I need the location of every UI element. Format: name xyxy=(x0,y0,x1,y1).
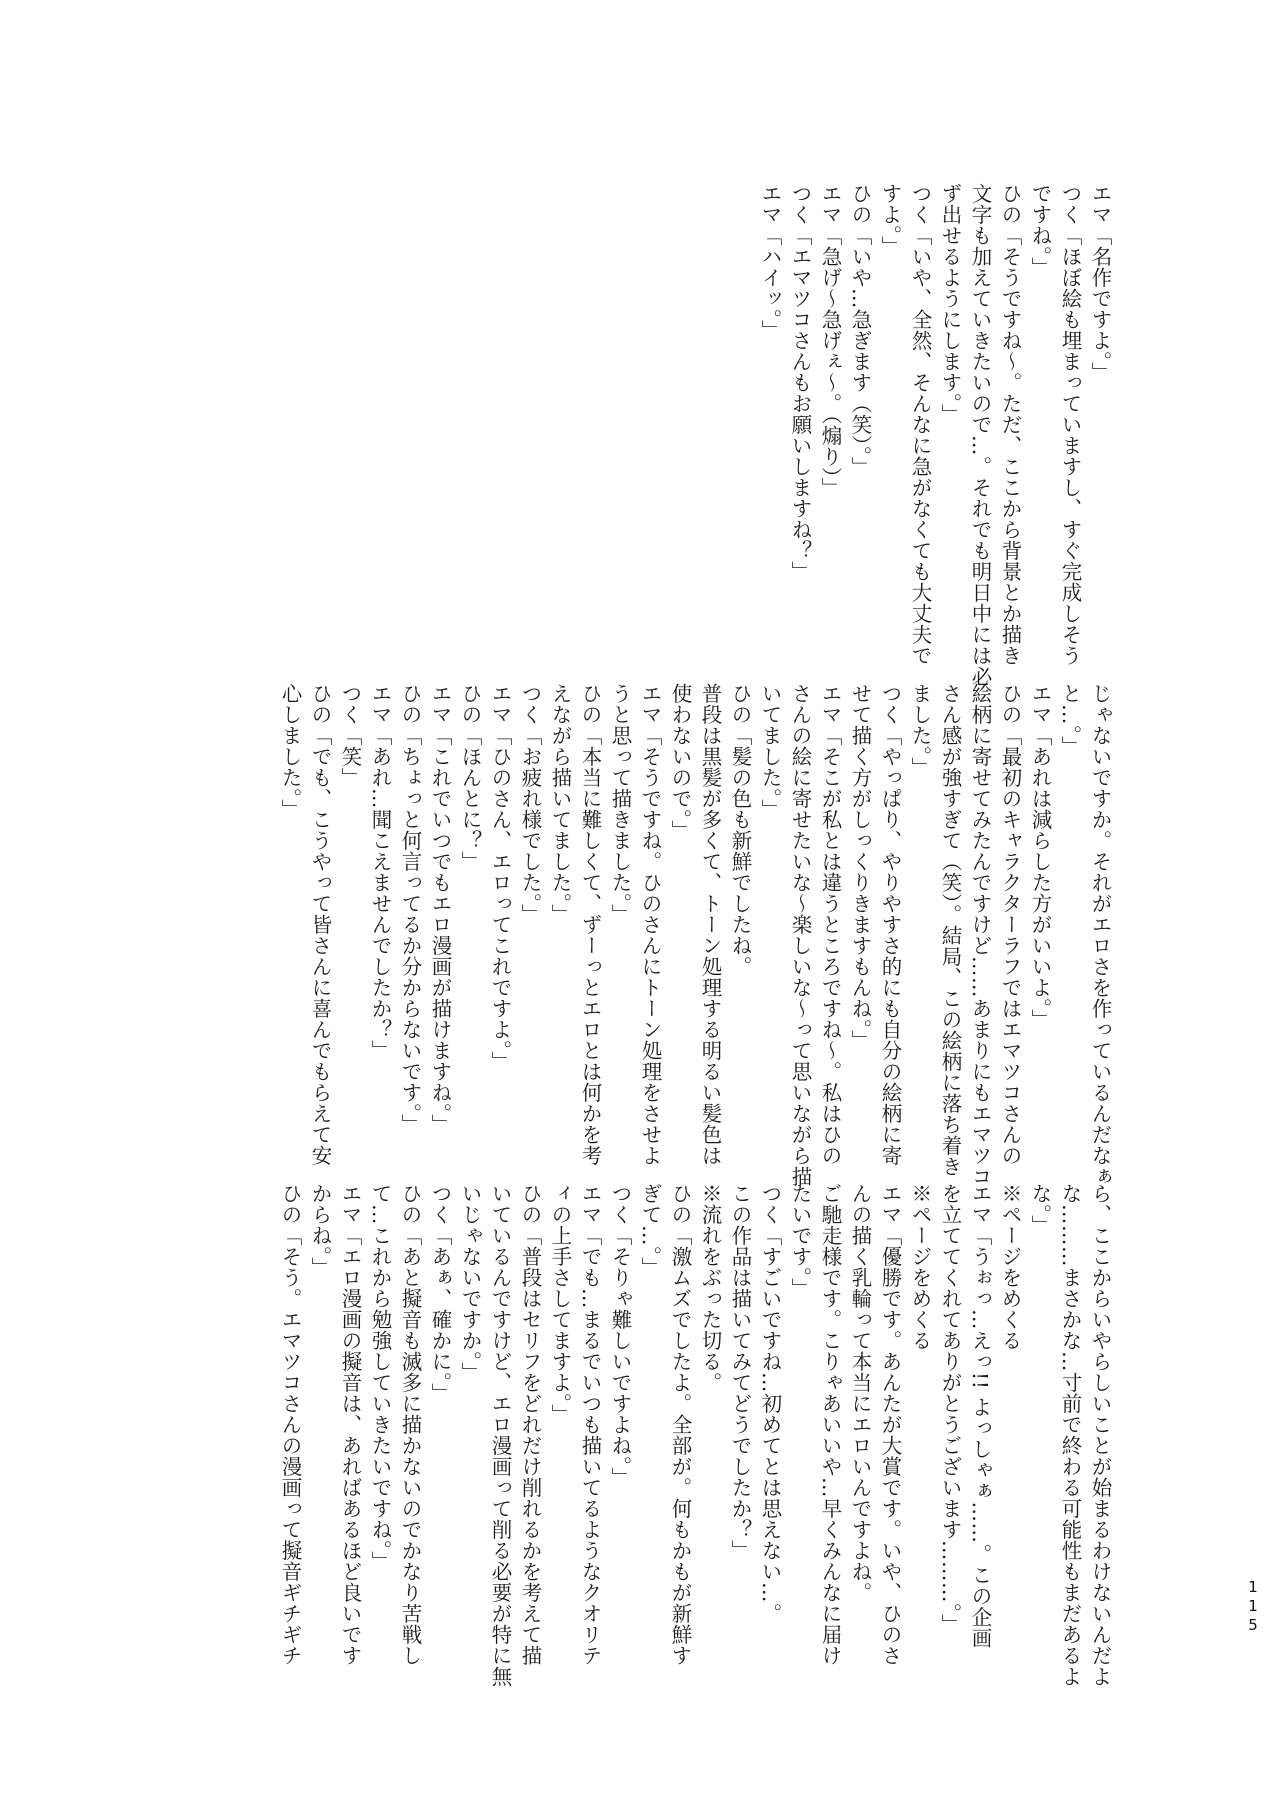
dialogue-line: エマ「でも…まるでいつも描いてるようなクオリテ xyxy=(578,1183,602,1666)
dialogue-line: エマ「ハイッ。」 xyxy=(758,183,782,341)
dialogue-line: からね。」 xyxy=(308,1183,332,1278)
dialogue-line: ひの「最初のキャラクターラフではエマツコさんの xyxy=(998,683,1022,1166)
dialogue-tier-top xyxy=(755,183,1115,687)
dialogue-line: ひの「そう。エマツコさんの漫画って擬音ギチギチ xyxy=(278,1183,302,1666)
page-number: 115 xyxy=(1244,1578,1262,1635)
dialogue-line: うと思って描きました。」 xyxy=(608,683,632,925)
dialogue-line: つく「そりゃ難しいですよね。」 xyxy=(608,1183,632,1488)
dialogue-line: エマ「これでいつでもエロ漫画が描けますね。」 xyxy=(428,683,452,1135)
dialogue-line: ィの上手さしてますよ。」 xyxy=(548,1183,572,1425)
dialogue-line: エマ「そうですね。ひのさんにトーン処理をさせよ xyxy=(638,683,662,1166)
dialogue-line: 使わないので。」 xyxy=(668,683,692,841)
dialogue-line: んの描く乳輪って本当にエロいんですよね。 xyxy=(848,1183,872,1603)
dialogue-line: エマ「あれ…聞こえませんでしたか？」 xyxy=(368,683,392,1061)
dialogue-tier-bottom xyxy=(275,1183,1115,1687)
dialogue-line: つく「ほぼ絵も埋まっていますし、すぐ完成しそう xyxy=(1058,183,1082,666)
dialogue-line: つく「やっぱり、やりやすさ的にも自分の絵柄に寄 xyxy=(878,683,902,1166)
dialogue-line: つく「エマツコさんもお願いしますね？」 xyxy=(788,183,812,582)
dialogue-line: ひの「でも、こうやって皆さんに喜んでもらえて安 xyxy=(308,683,332,1166)
dialogue-line: ですね。」 xyxy=(1028,183,1052,278)
dialogue-line: いているんですけど、エロ漫画って削る必要が特に無 xyxy=(488,1183,512,1687)
dialogue-line: ました。」 xyxy=(908,683,932,778)
dialogue-line: ひの「髪の色も新鮮でしたね。 xyxy=(728,683,752,977)
dialogue-line: ぎて…。」 xyxy=(638,1183,662,1278)
dialogue-line: ※ページをめくる xyxy=(998,1183,1022,1351)
dialogue-line: いじゃないですか。」 xyxy=(458,1183,482,1383)
dialogue-line: 普段は黒髪が多くて、トーン処理する明るい髪色は xyxy=(698,683,722,1166)
dialogue-line: エマ「ひのさん、エロってこれですよ。」 xyxy=(488,683,512,1072)
dialogue-line: ひの「いや…急ぎます（笑）。」 xyxy=(848,183,872,478)
dialogue-line: エマ「優勝です。あんたが大賞です。いや、ひのさ xyxy=(878,1183,902,1666)
dialogue-line: つく「笑」 xyxy=(338,683,362,788)
dialogue-line: さんの絵に寄せたいな～楽しいな～って思いながら描 xyxy=(788,683,812,1187)
dialogue-line: ひの「普段はセリフをどれだけ削れるかを考えて描 xyxy=(518,1183,542,1666)
dialogue-line: ひの「あと擬音も滅多に描かないのでかなり苦戦し xyxy=(398,1183,422,1666)
dialogue-line: て…これから勉強していきたいですね。」 xyxy=(368,1183,392,1572)
dialogue-line: 文字も加えていきたいので…。それでも明日中には必 xyxy=(968,183,992,687)
dialogue-line: ご馳走様です。こりゃあいいや…早くみんなに届け xyxy=(818,1183,842,1666)
dialogue-tier-middle xyxy=(275,683,1115,1187)
dialogue-line: を立ててくれてありがとうございます………。」 xyxy=(938,1183,962,1635)
dialogue-line: な………まさかな…寸前で終わる可能性もまだあるよ xyxy=(1058,1183,1082,1687)
dialogue-line: エマ「そこが私とは違うところですね～。私はひの xyxy=(818,683,842,1166)
dialogue-line: つく「お疲れ様でした。」 xyxy=(518,683,542,925)
dialogue-line: ず出せるようにします。」 xyxy=(938,183,962,425)
dialogue-line: 心しました。」 xyxy=(278,683,302,820)
dialogue-line: さん感が強すぎて（笑）。結局、この絵柄に落ち着き xyxy=(938,683,962,1177)
dialogue-line: じゃないですか。それがエロさを作っているんだなぁ xyxy=(1088,683,1112,1187)
dialogue-line: ひの「激ムズでしたよ。全部が。何もかもが新鮮す xyxy=(668,1183,692,1666)
dialogue-line: エマ「名作ですよ。」 xyxy=(1088,183,1112,383)
dialogue-line: ひの「本当に難しくて、ずーっとエロとは何かを考 xyxy=(578,683,602,1166)
dialogue-line: えながら描いてました。」 xyxy=(548,683,572,925)
dialogue-line: ら、ここからいやらしいことが始まるわけないんだよ xyxy=(1088,1183,1112,1687)
dialogue-line: せて描く方がしっくりきますもんね。」 xyxy=(848,683,872,1051)
dialogue-line: ※ページをめくる xyxy=(908,1183,932,1351)
dialogue-line: エマ「うぉっ…えっ!! よっしゃぁ……。この企画 xyxy=(968,1183,992,1649)
dialogue-line: つく「あぁ、確かに。」 xyxy=(428,1183,452,1404)
dialogue-line: 絵柄に寄せてみたんですけど……あまりにもエマツコ xyxy=(968,683,992,1187)
dialogue-line: つく「いや、全然、そんなに急がなくても大丈夫で xyxy=(908,183,932,666)
dialogue-line: エマ「エロ漫画の擬音は、あればあるほど良いです xyxy=(338,1183,362,1666)
dialogue-line: エマ「あれは減らした方がいいよ。」 xyxy=(1028,683,1052,1030)
dialogue-line: な。」 xyxy=(1028,1183,1052,1236)
dialogue-line: ひの「そうですね～。ただ、ここから背景とか描き xyxy=(998,183,1022,666)
dialogue-line: すよ。」 xyxy=(878,183,902,257)
dialogue-line: たいです。」 xyxy=(788,1183,812,1299)
dialogue-line: ※流れをぶった切る。 xyxy=(698,1183,722,1393)
dialogue-line: ひの「ほんとに？」 xyxy=(458,683,482,872)
dialogue-line: エマ「急げ～急げぇ～。（煽り）」 xyxy=(818,183,842,499)
dialogue-line: つく「すごいですね…初めてとは思えない…。 xyxy=(758,1183,782,1624)
dialogue-line: ひの「ちょっと何言ってるか分からないです。」 xyxy=(398,683,422,1135)
dialogue-line: と…。」 xyxy=(1058,683,1082,757)
dialogue-line: いてました。」 xyxy=(758,683,782,820)
dialogue-line: この作品は描いてみてどうでしたか？」 xyxy=(728,1183,752,1561)
